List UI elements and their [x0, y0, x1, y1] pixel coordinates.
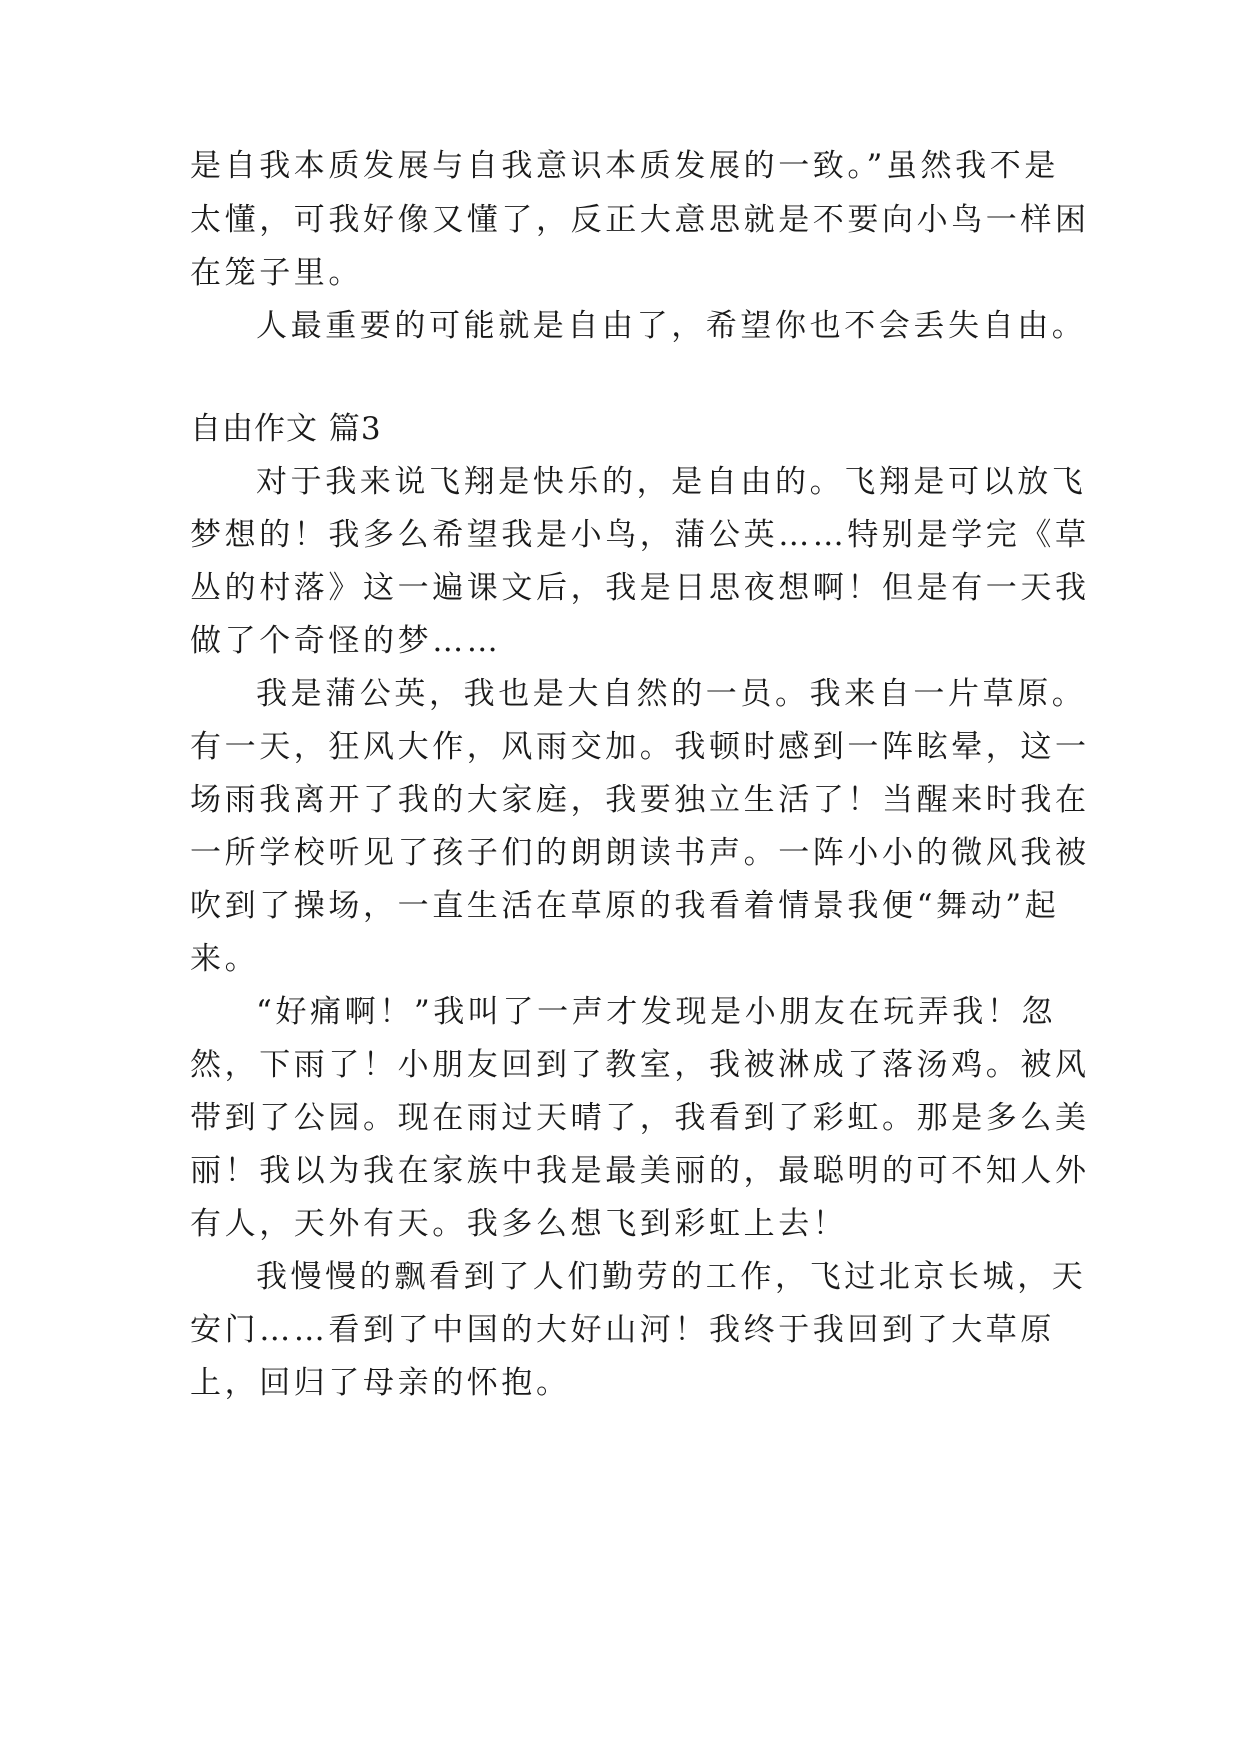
- closing-paragraph: 人最重要的可能就是自由了，希望你也不会丢失自由。: [256, 308, 1087, 344]
- paragraph-3-line: “好痛啊！”我叫了一声才发现是小朋友在玩弄我！忽: [256, 994, 1057, 1030]
- body-text-line: 是自我本质发展与自我意识本质发展的一致。”虽然我不是: [190, 148, 1059, 184]
- paragraph-4-line: 上，回归了母亲的怀抱。: [190, 1365, 571, 1401]
- paragraph-2-line: 吹到了操场，一直生活在草原的我看着情景我便“舞动”起: [190, 888, 1060, 924]
- paragraph-2-line: 来。: [190, 941, 260, 977]
- body-text-line: 太懂，可我好像又懂了，反正大意思就是不要向小鸟一样困: [190, 202, 1090, 238]
- document-page: [190, 0, 1090, 1754]
- paragraph-4-line: 我慢慢的飘看到了人们勤劳的工作，飞过北京长城，天: [256, 1259, 1087, 1295]
- paragraph-2-line: 一所学校听见了孩子们的朗朗读书声。一阵小小的微风我被: [190, 835, 1090, 871]
- paragraph-4-line: 安门……看到了中国的大好山河！我终于我回到了大草原: [190, 1312, 1055, 1348]
- paragraph-2-line: 有一天，狂风大作，风雨交加。我顿时感到一阵眩晕，这一: [190, 729, 1090, 765]
- paragraph-1-line: 丛的村落》这一遍课文后，我是日思夜想啊！但是有一天我: [190, 570, 1090, 606]
- paragraph-3-line: 有人，天外有天。我多么想飞到彩虹上去！: [190, 1206, 848, 1242]
- paragraph-3-line: 带到了公园。现在雨过天晴了，我看到了彩虹。那是多么美: [190, 1100, 1090, 1136]
- paragraph-1-line: 做了个奇怪的梦……: [190, 623, 502, 659]
- paragraph-3-line: 然，下雨了！小朋友回到了教室，我被淋成了落汤鸡。被风: [190, 1047, 1090, 1083]
- section-heading: 自由作文 篇3: [190, 411, 382, 447]
- paragraph-2-line: 场雨我离开了我的大家庭，我要独立生活了！当醒来时我在: [190, 782, 1090, 818]
- paragraph-3-line: 丽！我以为我在家族中我是最美丽的，最聪明的可不知人外: [190, 1153, 1090, 1189]
- body-text-line: 在笼子里。: [190, 255, 363, 291]
- paragraph-2-line: 我是蒲公英，我也是大自然的一员。我来自一片草原。: [256, 676, 1087, 712]
- paragraph-1-line: 对于我来说飞翔是快乐的，是自由的。飞翔是可以放飞: [256, 464, 1087, 500]
- paragraph-1-line: 梦想的！我多么希望我是小鸟，蒲公英……特别是学完《草: [190, 517, 1090, 553]
